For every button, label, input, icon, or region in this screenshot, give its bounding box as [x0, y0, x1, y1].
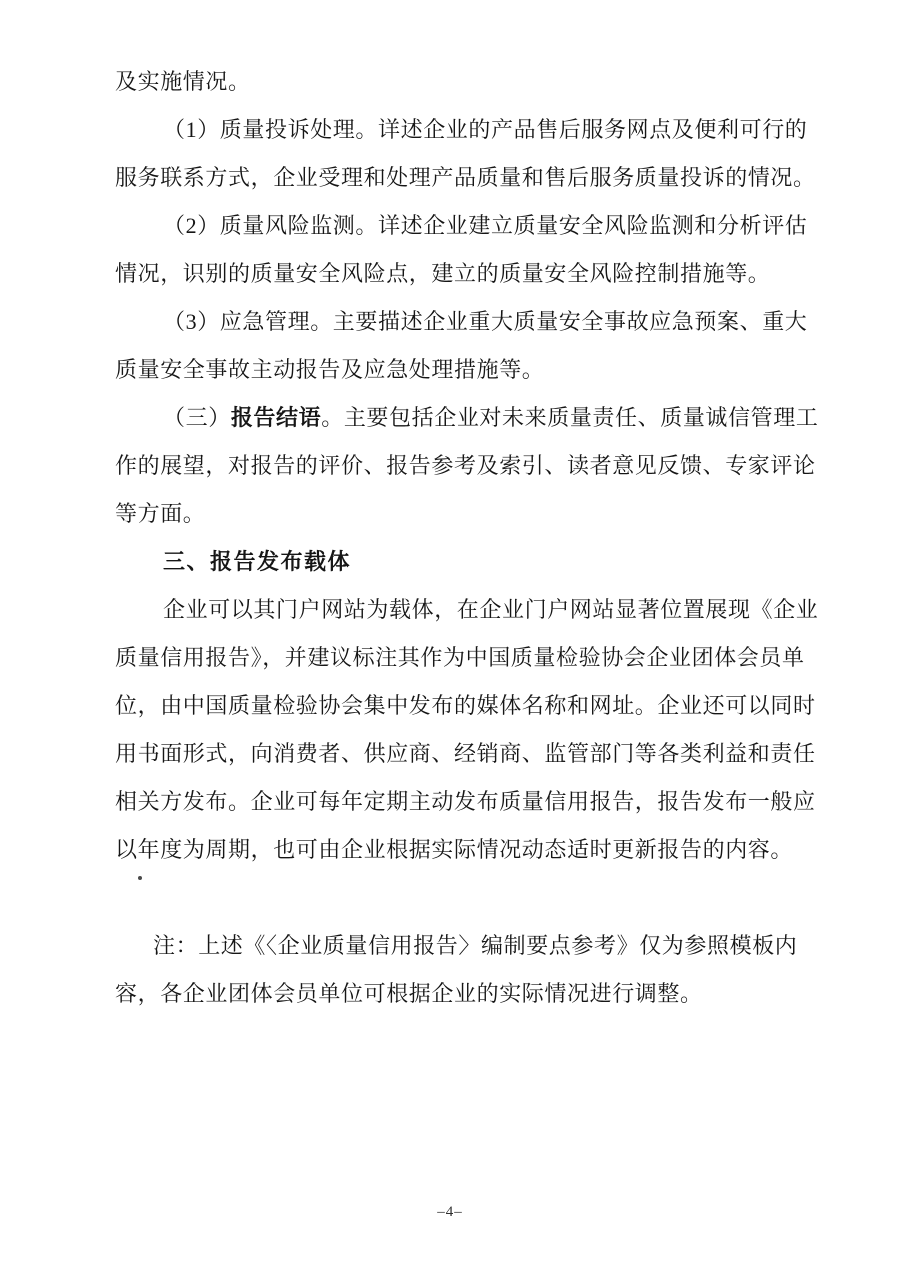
- text-line: [115, 586, 819, 634]
- heading-text: 三、报告发布载体: [163, 549, 352, 574]
- text-run: 质量安全事故主动报告及应急处理措施等。: [115, 357, 545, 382]
- text-line: [115, 922, 798, 970]
- text-run: 企业可以其门户网站为载体，在企业门户网站显著位置展现《企业: [163, 597, 819, 622]
- text-run: 注：上述《〈企业质量信用报告〉编制要点参考》仅为参照模板内: [153, 933, 798, 958]
- text-line: [115, 298, 808, 346]
- blank-line: [115, 874, 793, 922]
- section-heading: [115, 538, 793, 586]
- text-line: [115, 154, 816, 202]
- text-line: [115, 490, 793, 538]
- text-line: [115, 346, 793, 394]
- text-run: 。主要包括企业对未来质量责任、质量诚信管理工: [321, 405, 819, 430]
- text-run: 以年度为周期，也可由企业根据实际情况动态适时更新报告的内容。: [115, 837, 794, 862]
- text-line: [115, 682, 816, 730]
- page-number: –4–: [437, 1204, 463, 1220]
- text-run: 及实施情况。: [115, 69, 251, 94]
- text-line: [115, 250, 793, 298]
- text-run: 容，各企业团体会员单位可根据企业的实际情况进行调整。: [115, 981, 703, 1006]
- text-line: [115, 442, 816, 490]
- text-run: （3）应急管理。主要描述企业重大质量安全事故应急预案、重大: [163, 309, 808, 334]
- text-line: [115, 106, 808, 154]
- text-line: [115, 970, 793, 1018]
- text-line: [115, 634, 805, 682]
- text-line: [115, 730, 816, 778]
- text-run: 等方面。: [115, 501, 206, 526]
- text-run: 作的展望，对报告的评价、报告参考及索引、读者意见反馈、专家评论: [115, 453, 816, 478]
- text-run: （2）质量风险监测。详述企业建立质量安全风险监测和分析评估: [163, 213, 808, 238]
- text-run: 情况，识别的质量安全风险点，建立的质量安全风险控制措施等。: [115, 261, 771, 286]
- text-run: （1）质量投诉处理。详述企业的产品售后服务网点及便利可行的: [163, 117, 808, 142]
- text-line: [115, 58, 793, 106]
- text-run: 服务联系方式，企业受理和处理产品质量和售后服务质量投诉的情况。: [115, 165, 816, 190]
- text-line: [115, 202, 808, 250]
- scan-dot-artifact: [138, 876, 142, 880]
- text-line: [115, 778, 816, 826]
- text-line: [115, 826, 793, 874]
- text-run: 质量信用报告》，并建议标注其作为中国质量检验协会企业团体会员单: [115, 645, 805, 670]
- text-run: （三）: [163, 405, 231, 430]
- document-body: [115, 58, 819, 1018]
- text-run: 相关方发布。企业可每年定期主动发布质量信用报告，报告发布一般应: [115, 789, 816, 814]
- text-run: 位，由中国质量检验协会集中发布的媒体名称和网址。企业还可以同时: [115, 693, 816, 718]
- text-line: [115, 394, 819, 442]
- bold-text-run: 报告结语: [230, 405, 322, 430]
- text-run: 用书面形式，向消费者、供应商、经销商、监管部门等各类利益和责任: [115, 741, 816, 766]
